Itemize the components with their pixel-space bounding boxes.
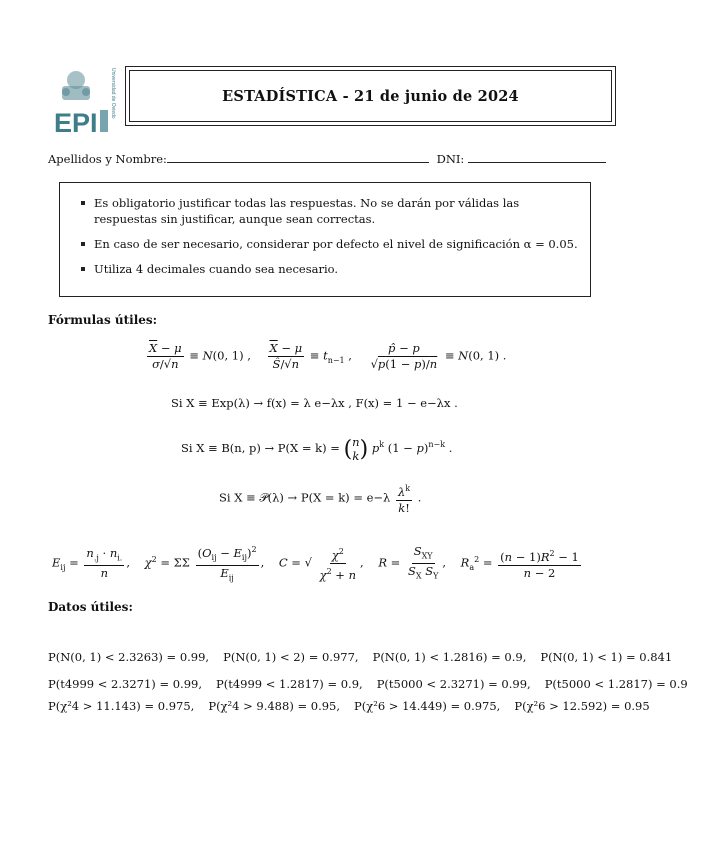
university-logo bbox=[52, 66, 116, 136]
datos-row-normal: P(N(0, 1) < 2.3263) = 0.99, P(N(0, 1) < 2) = 0.977, P(N(0, 1) < 1.2816) = 0.9, P(N(0, 1) < 1) = 0.841 bbox=[48, 650, 673, 664]
name-label: Apellidos y Nombre: bbox=[48, 152, 167, 166]
formula-poisson: Si X ≡ 𝒫(λ) → P(X = k) = e−λ $\frac{\lambda^k}{k!}$ . bbox=[219, 484, 422, 515]
student-info-row bbox=[48, 150, 608, 166]
logo-emblem-icon bbox=[52, 66, 116, 136]
instruction-item: Utiliza 4 decimales cuando sea necesario. bbox=[94, 261, 580, 277]
formula-standardization: $\frac{\overline{X} - \mu}{\sigma/√n}$ ≡ N(0, 1) , $\frac{\overline{X} - \mu}{Ŝ/√n}$ ≡ $t_{n-1}$ , $\frac{p̂ - p}{√p(1 - p)/n}$ ≡ N(0, 1) . bbox=[149, 341, 507, 371]
exam-title: ESTADÍSTICA - 21 de junio de 2024 bbox=[222, 87, 519, 105]
formula-exponential: Si X ≡ Exp(λ) → f(x) = λ e−λx , F(x) = 1 − e−λx . bbox=[171, 396, 458, 410]
instructions-box bbox=[59, 182, 591, 297]
title-box bbox=[125, 66, 616, 126]
name-field-line[interactable] bbox=[167, 150, 429, 163]
svg-text:Universidad de Oviedo: Universidad de Oviedo bbox=[110, 68, 116, 119]
dni-field-line[interactable] bbox=[468, 150, 606, 163]
datos-row-chisq: P(χ²4 > 11.143) = 0.975, P(χ²4 > 9.488) = 0.95, P(χ²6 > 14.449) = 0.975, P(χ²6 > 12.592) = 0.95 bbox=[48, 699, 650, 713]
datos-row-student: P(t4999 < 2.3271) = 0.99, P(t4999 < 1.2817) = 0.9, P(t5000 < 2.3271) = 0.99, P(t5000 < 1.2817) = 0.9 bbox=[48, 677, 688, 691]
instruction-item: En caso de ser necesario, considerar por defecto el nivel de significación α = 0.05. bbox=[94, 236, 580, 252]
formula-contingency: $E_{ij}$ = $\frac{n_{.j} \cdot n_{i.}}{n}$ , $\chi^2 = \Sigma\Sigma$ $\frac{(O_{ij} - E_{ij})^2}{E_{ij}}$ , C = √ $\frac{\chi^2}{\chi^2 + n}$ , R = $\frac{S_{XY}}{S_X S_Y}$ , $R_a^2$ = $\frac{(n - 1)R^2 - 1}{n - 2}$ bbox=[52, 543, 579, 583]
formulas-heading: Fórmulas útiles: bbox=[48, 313, 158, 327]
datos-heading: Datos útiles: bbox=[48, 600, 133, 614]
formula-binomial: Si X ≡ B(n, p) → P(X = k) = ( n k ) $p^k$ $(1 - p)^{n-k}$ . bbox=[181, 435, 453, 463]
dni-label: DNI: bbox=[436, 152, 465, 166]
svg-text:EPI: EPI bbox=[54, 108, 98, 138]
instruction-item: Es obligatorio justificar todas las respuestas. No se darán por válidas las respuestas sin justificar, aunque sean correctas. bbox=[94, 195, 580, 227]
